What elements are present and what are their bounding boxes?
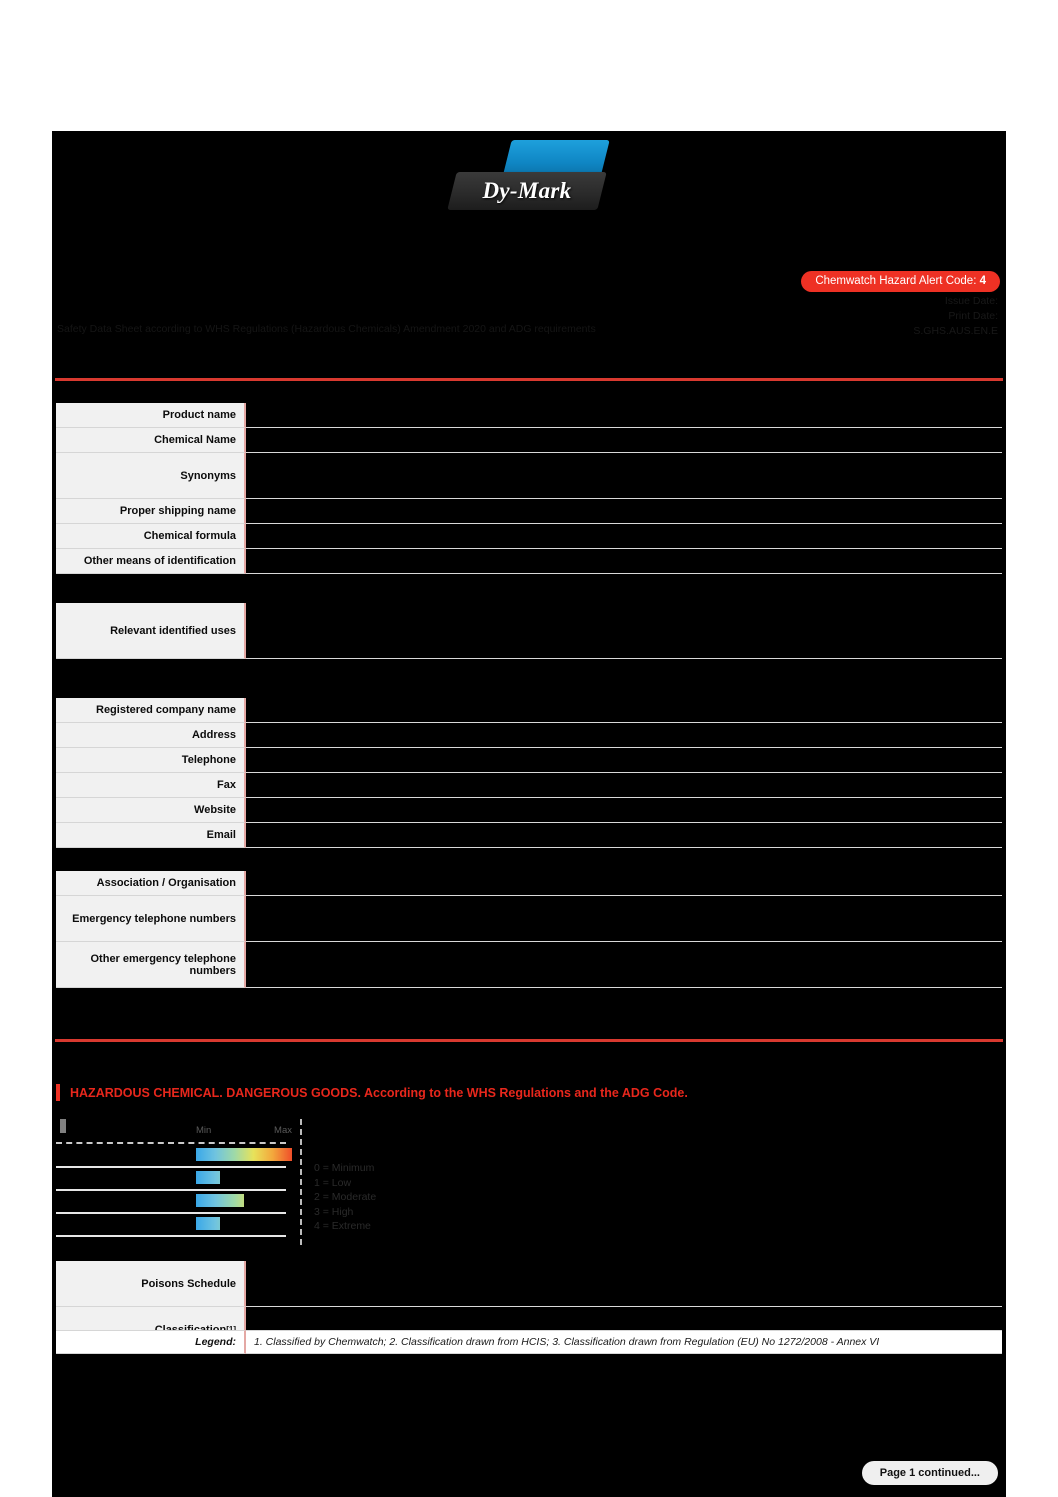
- table-row: [56, 549, 1002, 574]
- row-label: Website: [56, 798, 246, 823]
- row-value: [246, 524, 1002, 549]
- row-label: Other emergency telephone numbers: [56, 942, 246, 988]
- row-value: [246, 748, 1002, 773]
- legend-key-line: 0 = Minimum: [314, 1162, 375, 1174]
- rating-bar: [196, 1171, 220, 1184]
- legend-key-line: 2 = Moderate: [314, 1191, 377, 1203]
- row-label: Relevant identified uses: [56, 603, 246, 659]
- document-code: S.GHS.AUS.EN.E: [913, 325, 998, 337]
- rating-bar: [196, 1217, 220, 1230]
- dymark-logo: [452, 136, 612, 221]
- row-value: [246, 1261, 1002, 1307]
- row-value: [246, 549, 1002, 574]
- rating-bar-row: [56, 1168, 286, 1191]
- row-value: [246, 773, 1002, 798]
- table-row: [56, 896, 1002, 942]
- row-value: [246, 723, 1002, 748]
- row-value: [246, 499, 1002, 524]
- table-row: [56, 748, 1002, 773]
- row-label: Chemical formula: [56, 524, 246, 549]
- hazard-alert-badge: [801, 271, 1000, 292]
- table-row: [56, 871, 1002, 896]
- row-label: Synonyms: [56, 453, 246, 499]
- sds-document-page: [52, 131, 1006, 1497]
- hazard-alert-code: 4: [979, 275, 986, 287]
- rating-bar-row: [56, 1214, 286, 1237]
- issue-date-label: Issue Date:: [944, 295, 998, 307]
- legend-label: Legend:: [56, 1330, 246, 1354]
- rating-baseline: [56, 1235, 286, 1237]
- banner-accent-bar: [56, 1084, 60, 1101]
- row-label: Emergency telephone numbers: [56, 896, 246, 942]
- classification-legend-row: [56, 1330, 1002, 1354]
- row-label: Product name: [56, 403, 246, 428]
- row-label: Poisons Schedule: [56, 1261, 246, 1307]
- row-value: [246, 823, 1002, 848]
- row-label: Email: [56, 823, 246, 848]
- row-label: Address: [56, 723, 246, 748]
- table-row: [56, 942, 1002, 988]
- table-row: [56, 453, 1002, 499]
- chemwatch-rating-scale: [56, 1119, 396, 1249]
- identification-table: [56, 403, 1002, 574]
- row-value: [246, 698, 1002, 723]
- table-row: [56, 1261, 1002, 1307]
- hazard-alert-label: Chemwatch Hazard Alert Code:: [815, 275, 977, 287]
- row-label: Registered company name: [56, 698, 246, 723]
- rating-bar: [196, 1148, 292, 1161]
- row-value: [246, 603, 1002, 659]
- emergency-contacts-table: [56, 871, 1002, 988]
- table-row: [56, 823, 1002, 848]
- header-meta: [913, 294, 998, 339]
- table-row: [56, 698, 1002, 723]
- legend-text: 1. Classified by Chemwatch; 2. Classification drawn from HCIS; 3. Classification drawn from Regulation (EU) No 1272/2008 - Annex VI: [246, 1330, 1002, 1354]
- row-value: [246, 428, 1002, 453]
- row-label: Proper shipping name: [56, 499, 246, 524]
- supplier-details-table: [56, 698, 1002, 848]
- relevant-uses-table: [56, 603, 1002, 659]
- row-label: Other means of identification: [56, 549, 246, 574]
- table-row: [56, 499, 1002, 524]
- table-row: [56, 403, 1002, 428]
- section-divider-mid: [55, 1039, 1003, 1042]
- section-divider-top: [55, 378, 1003, 381]
- print-date-label: Print Date:: [948, 310, 998, 322]
- rating-bar-row: [56, 1145, 286, 1168]
- scale-min-label: Min: [196, 1125, 212, 1136]
- scale-marker-icon: [60, 1119, 66, 1133]
- row-value: [246, 942, 1002, 988]
- table-row: [56, 773, 1002, 798]
- row-value: [246, 871, 1002, 896]
- scale-vertical-dashed-divider: [300, 1119, 302, 1245]
- scale-max-label: Max: [274, 1125, 292, 1136]
- row-value: [246, 798, 1002, 823]
- page-continued-badge: Page 1 continued...: [862, 1461, 998, 1485]
- legend-key-line: 4 = Extreme: [314, 1220, 371, 1232]
- scale-top-dashed-rule: [56, 1142, 286, 1144]
- legend-key-line: 1 = Low: [314, 1176, 352, 1189]
- rating-bar: [196, 1194, 244, 1207]
- table-row: [56, 798, 1002, 823]
- row-label: Association / Organisation: [56, 871, 246, 896]
- row-value: [246, 453, 1002, 499]
- table-row: [56, 428, 1002, 453]
- row-value: [246, 403, 1002, 428]
- rating-bar-row: [56, 1191, 286, 1214]
- row-label: Telephone: [56, 748, 246, 773]
- scale-axis-labels: [196, 1125, 292, 1136]
- table-row: [56, 723, 1002, 748]
- row-value: [246, 896, 1002, 942]
- row-label: Fax: [56, 773, 246, 798]
- table-row: [56, 524, 1002, 549]
- hazard-classification-banner: [56, 1084, 688, 1101]
- hazard-banner-text: HAZARDOUS CHEMICAL. DANGEROUS GOODS. According to the WHS Regulations and the ADG Code.: [70, 1085, 688, 1100]
- row-label: Chemical Name: [56, 428, 246, 453]
- rating-legend-key: [314, 1161, 376, 1234]
- table-row: [56, 603, 1002, 659]
- legend-key-line: 3 = High: [314, 1205, 354, 1218]
- logo-wordmark: Dy-Mark: [482, 178, 572, 203]
- sds-regulation-statement: Safety Data Sheet according to WHS Regulations (Hazardous Chemicals) Amendment 2020 and ADG requirements: [57, 323, 596, 335]
